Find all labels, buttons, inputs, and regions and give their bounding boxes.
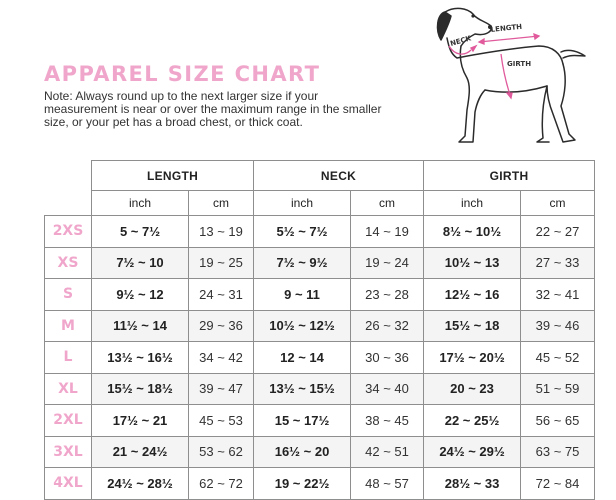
inch-range-cell: 8½ ~ 10½ (424, 216, 521, 248)
inch-range-cell: 28½ ~ 33 (424, 468, 521, 500)
table-row (45, 247, 595, 279)
group-header-row (45, 161, 595, 191)
inch-range-cell: 15 ~ 17½ (254, 405, 351, 437)
size-label: S (45, 279, 92, 311)
cm-range-cell: 13 ~ 19 (189, 216, 254, 248)
cm-range-cell: 14 ~ 19 (351, 216, 424, 248)
dog-hind (547, 64, 575, 142)
group-header-length: LENGTH (92, 161, 254, 191)
dog-front (459, 46, 485, 142)
cm-range-cell: 34 ~ 42 (189, 342, 254, 374)
table-row (45, 279, 595, 311)
cm-range-cell: 19 ~ 24 (351, 247, 424, 279)
inch-range-cell: 15½ ~ 18 (424, 310, 521, 342)
dog-tail (561, 50, 585, 58)
cm-range-cell: 26 ~ 32 (351, 310, 424, 342)
unit-header: cm (521, 191, 595, 216)
inch-range-cell: 10½ ~ 12½ (254, 310, 351, 342)
inch-range-cell: 12½ ~ 16 (424, 279, 521, 311)
cm-range-cell: 32 ~ 41 (521, 279, 595, 311)
size-label: L (45, 342, 92, 374)
size-label: 2XL (45, 405, 92, 437)
cm-range-cell: 56 ~ 65 (521, 405, 595, 437)
table-row (45, 405, 595, 437)
size-label: M (45, 310, 92, 342)
inch-range-cell: 9½ ~ 12 (92, 279, 189, 311)
cm-range-cell: 39 ~ 46 (521, 310, 595, 342)
size-label: 4XL (45, 468, 92, 500)
inch-range-cell: 19 ~ 22½ (254, 468, 351, 500)
cm-range-cell: 51 ~ 59 (521, 373, 595, 405)
inch-range-cell: 20 ~ 23 (424, 373, 521, 405)
inch-range-cell: 12 ~ 14 (254, 342, 351, 374)
inch-range-cell: 21 ~ 24½ (92, 436, 189, 468)
page-title: APPAREL SIZE CHART (44, 62, 321, 86)
size-chart-table (44, 160, 595, 500)
size-label: 3XL (45, 436, 92, 468)
length-label: LENGTH (490, 22, 523, 34)
unit-header: cm (189, 191, 254, 216)
unit-header: cm (351, 191, 424, 216)
inch-range-cell: 22 ~ 25½ (424, 405, 521, 437)
table-row (45, 310, 595, 342)
cm-range-cell: 34 ~ 40 (351, 373, 424, 405)
dog-measurement-diagram (415, 2, 595, 154)
size-label: XS (45, 247, 92, 279)
inch-range-cell: 15½ ~ 18½ (92, 373, 189, 405)
cm-range-cell: 53 ~ 62 (189, 436, 254, 468)
inch-range-cell: 24½ ~ 28½ (92, 468, 189, 500)
dog-ear (438, 12, 451, 40)
dog-belly (485, 86, 547, 92)
cm-range-cell: 22 ~ 27 (521, 216, 595, 248)
inch-range-cell: 13½ ~ 16½ (92, 342, 189, 374)
inch-range-cell: 11½ ~ 14 (92, 310, 189, 342)
table-row (45, 373, 595, 405)
cm-range-cell: 63 ~ 75 (521, 436, 595, 468)
length-measure-line (479, 36, 539, 42)
table-row (45, 436, 595, 468)
cm-range-cell: 27 ~ 33 (521, 247, 595, 279)
corner-cell (45, 161, 92, 191)
inch-range-cell: 17½ ~ 20½ (424, 342, 521, 374)
cm-range-cell: 45 ~ 53 (189, 405, 254, 437)
corner-cell (45, 191, 92, 216)
inch-range-cell: 17½ ~ 21 (92, 405, 189, 437)
table-row (45, 216, 595, 248)
cm-range-cell: 42 ~ 51 (351, 436, 424, 468)
cm-range-cell: 29 ~ 36 (189, 310, 254, 342)
cm-range-cell: 48 ~ 57 (351, 468, 424, 500)
inch-range-cell: 10½ ~ 13 (424, 247, 521, 279)
inch-range-cell: 5½ ~ 7½ (254, 216, 351, 248)
unit-header: inch (424, 191, 521, 216)
inch-range-cell: 24½ ~ 29½ (424, 436, 521, 468)
girth-label: GIRTH (507, 60, 532, 68)
unit-header: inch (254, 191, 351, 216)
table-row (45, 342, 595, 374)
inch-range-cell: 5 ~ 7½ (92, 216, 189, 248)
sizing-note: Note: Always round up to the next larger size if your measurement is near or over the maximum range in the smaller size, or your pet has a broad chest, or thick coat. (44, 89, 382, 129)
neck-label: NECK (449, 34, 472, 48)
cm-range-cell: 39 ~ 47 (189, 373, 254, 405)
cm-range-cell: 23 ~ 28 (351, 279, 424, 311)
cm-range-cell: 30 ~ 36 (351, 342, 424, 374)
group-header-girth: GIRTH (424, 161, 595, 191)
inch-range-cell: 9 ~ 11 (254, 279, 351, 311)
cm-range-cell: 38 ~ 45 (351, 405, 424, 437)
table-row (45, 468, 595, 500)
cm-range-cell: 24 ~ 31 (189, 279, 254, 311)
cm-range-cell: 45 ~ 52 (521, 342, 595, 374)
group-header-neck: NECK (254, 161, 424, 191)
size-label: 2XS (45, 216, 92, 248)
cm-range-cell: 19 ~ 25 (189, 247, 254, 279)
cm-range-cell: 62 ~ 72 (189, 468, 254, 500)
inch-range-cell: 7½ ~ 10 (92, 247, 189, 279)
inch-range-cell: 16½ ~ 20 (254, 436, 351, 468)
unit-header: inch (92, 191, 189, 216)
size-label: XL (45, 373, 92, 405)
cm-range-cell: 72 ~ 84 (521, 468, 595, 500)
inch-range-cell: 7½ ~ 9½ (254, 247, 351, 279)
inch-range-cell: 13½ ~ 15½ (254, 373, 351, 405)
unit-header-row (45, 191, 595, 216)
